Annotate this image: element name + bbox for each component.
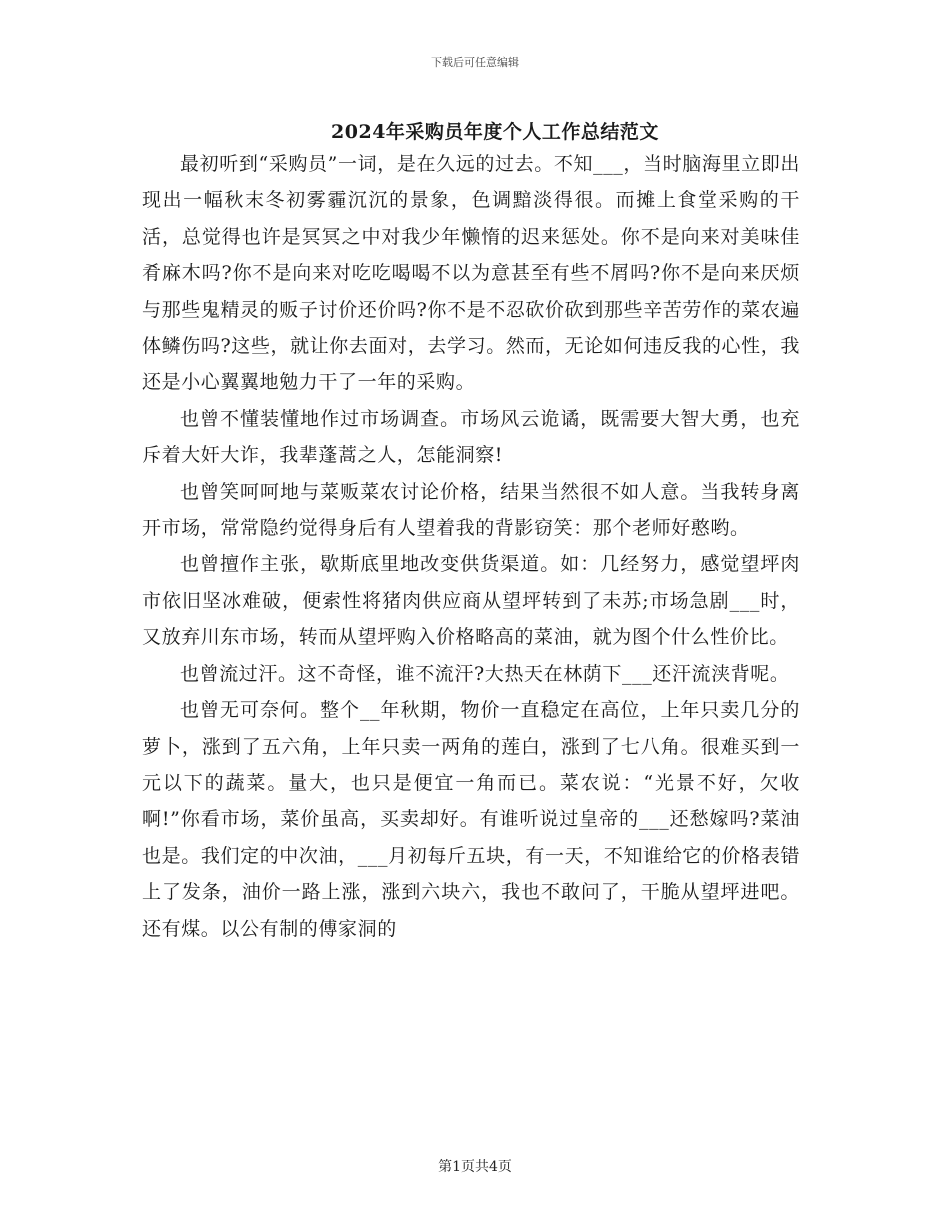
paragraph: 也曾擅作主张，歇斯底里地改变供货渠道。如：几经努力，感觉望坪肉市依旧坚冰难破，便索性将猪肉供应商从望坪转到了未苏;市场急剧___时，又放弃川东市场，转而从望坪购入价格略高的菜油，就为图个什么性价比。 [142,553,800,649]
paragraph: 也曾无可奈何。整个__年秋期，物价一直稳定在高位，上年只卖几分的萝卜，涨到了五六角，上年只卖一两角的莲白，涨到了七八角。很难买到一元以下的蔬菜。量大，也只是便宜一角而已。菜农说：“光景不好，欠收啊!”你看市场，菜价虽高，买卖却好。有谁听说过皇帝的___还愁嫁吗?菜油也是。我们定的中次油，___月初每斤五块，有一天，不知谁给它的价格表错上了发条，油价一路上涨，涨到六块六，我也不敢问了，干脆从望坪进吧。还有煤。以公有制的傅家洞的 [142,699,800,940]
paragraph: 也曾不懂装懂地作过市场调查。市场风云诡谲，既需要大智大勇，也充斥着大奸大诈，我辈蓬蒿之人，怎能洞察! [142,407,800,467]
document-body [142,146,800,947]
paragraph: 也曾笑呵呵地与菜贩菜农讨论价格，结果当然很不如人意。当我转身离开市场，常常隐约觉得身后有人望着我的背影窃笑：那个老师好憨哟。 [142,480,800,540]
paragraph: 最初听到“采购员”一词，是在久远的过去。不知___，当时脑海里立即出现出一幅秋末冬初雾霾沉沉的景象，色调黯淡得很。而摊上食堂采购的干活，总觉得也许是冥冥之中对我少年懒惰的迟来惩处。你不是向来对美味佳肴麻木吗?你不是向来对吃吃喝喝不以为意甚至有些不屑吗?你不是向来厌烦与那些鬼精灵的贩子讨价还价吗?你不是不忍砍价砍到那些辛苦劳作的菜农遍体鳞伤吗?这些，就让你去面对，去学习。然而，无论如何违反我的心性，我还是小心翼翼地勉力干了一年的采购。 [142,153,800,394]
document-title: 2024年采购员年度个人工作总结范文 [331,121,659,143]
paragraph: 也曾流过汗。这不奇怪，谁不流汗?大热天在林荫下___还汗流浃背呢。 [180,662,790,685]
page-number-footer: 第1页共4页 [438,1159,512,1175]
page-header-note: 下载后可任意编辑 [431,56,519,69]
